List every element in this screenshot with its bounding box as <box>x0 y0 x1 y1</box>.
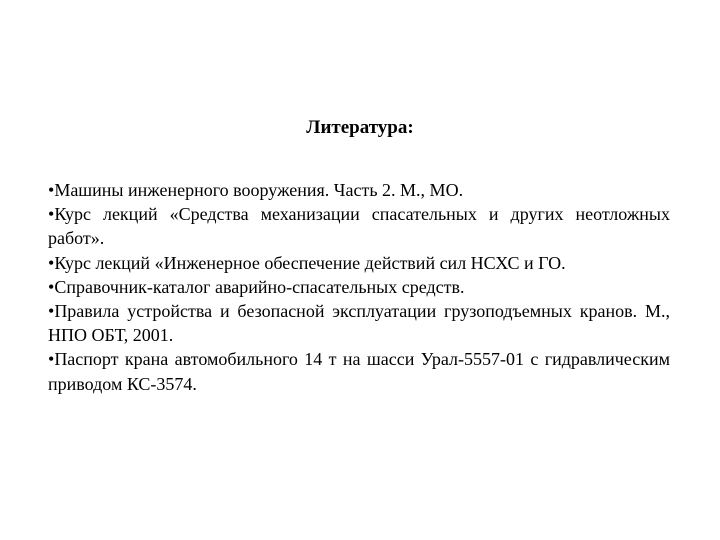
bullet: • <box>48 301 55 322</box>
list-item <box>48 251 670 275</box>
page-title: Литература: <box>306 117 414 138</box>
reference-text: Справочник-каталог аварийно-спасательных средств. <box>54 276 465 297</box>
reference-text: Курс лекций «Инженерное обеспечение действий сил НСХС и ГО. <box>54 252 566 273</box>
reference-text: Правила устройства и безопасной эксплуатации грузоподъемных кранов. М., НПО ОБТ, 2001. <box>48 301 670 346</box>
list-item <box>48 202 670 250</box>
bullet: • <box>48 252 55 273</box>
reference-text: Курс лекций «Средства механизации спасательных и других неотложных работ». <box>48 204 670 249</box>
bullet: • <box>48 349 55 370</box>
bullet: • <box>48 204 55 225</box>
reference-text: Паспорт крана автомобильного 14 т на шасси Урал-5557-01 с гидравлическим приводом КС-3574. <box>48 349 670 394</box>
list-item <box>48 347 670 395</box>
reference-text: Машины инженерного вооружения. Часть 2. М., МО. <box>54 180 464 200</box>
bullet: • <box>48 180 55 200</box>
list-item <box>48 275 670 299</box>
bullet: • <box>48 276 55 297</box>
list-item <box>48 299 670 347</box>
list-item <box>48 178 670 202</box>
reference-list <box>48 178 670 396</box>
